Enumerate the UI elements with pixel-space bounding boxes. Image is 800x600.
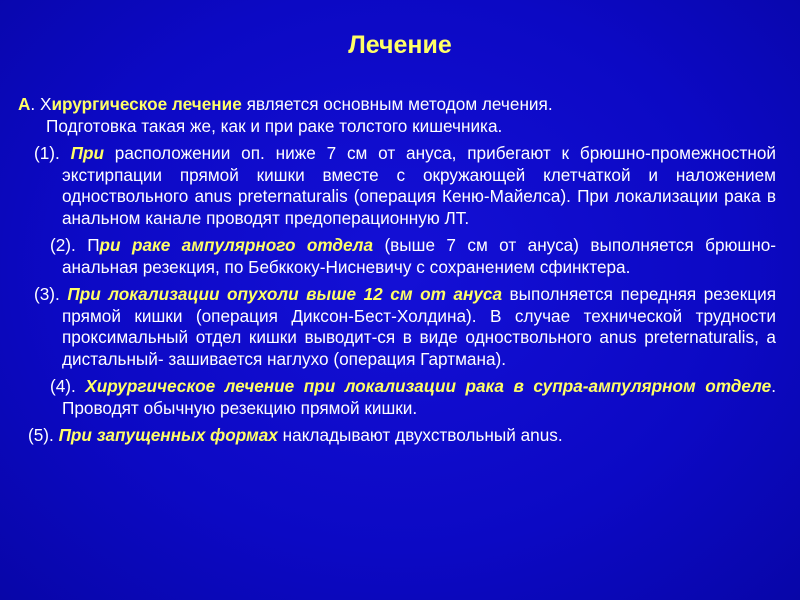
item-4-text: . Проводят обычную резекцию прямой кишки. [62, 376, 776, 418]
item-3-text: выполняется передняя резекция прямой кишки (операция Диксон-Бест-Холдина). В случае технической трудности проксимальный отдел кишки выводит-ся в виде одноствольного anus preternaturalis, а дистальный- зашивается наглухо (операция Гартмана). [62, 284, 776, 369]
item-number-1: (1). [34, 143, 71, 163]
item-5-text: накладывают двухствольный anus. [277, 425, 563, 445]
item-number-4: (4). [50, 376, 86, 396]
paragraph-a [18, 94, 776, 137]
paragraph-1 [34, 143, 776, 229]
item-4-emphasis: Хирургическое лечение при локализации рака в супра-ампулярном отделе [85, 376, 772, 396]
item-2-emphasis: ри раке ампулярного отдела [99, 235, 374, 255]
paragraph-3 [34, 284, 776, 370]
item-letter-dot: . [30, 94, 40, 114]
item-1-text: расположении оп. ниже 7 см от ануса, прибегают к брюшно-промежностной экстирпации прямой кишки вместе с окружающей клетчаткой и наложением одноствольного anus preternaturalis (операция Кеню-Майелса). При локализации рака в анальном канале проводят предоперационную ЛТ. [62, 143, 777, 228]
item-5-emphasis: При запущенных формах [58, 425, 278, 445]
lead-phrase: ирургическое лечение [51, 94, 242, 114]
slide-body [18, 94, 776, 453]
item-1-emphasis: При [70, 143, 104, 163]
item-2-first-letter: П [87, 235, 100, 255]
lead-first-letter: Х [39, 94, 52, 114]
paragraph-a-text-2: Подготовка такая же, как и при раке толстого кишечника. [46, 115, 503, 136]
paragraph-5 [28, 425, 776, 447]
item-3-emphasis: При локализации опухоли выше 12 см от ануса [67, 284, 503, 304]
item-letter-a: А [18, 94, 31, 114]
slide-title: Лечение [348, 31, 452, 59]
paragraph-2 [34, 235, 776, 278]
paragraph-a-text-1: является основным методом лечения. [241, 94, 553, 114]
item-2-text: (выше 7 см от ануса) выполняется брюшно- анальная резекция, по Бебккоку-Нисневичу с сохранением сфинктера. [62, 235, 776, 277]
item-number-5: (5). [28, 425, 59, 445]
item-number-2: (2). [50, 235, 88, 255]
paragraph-4 [34, 376, 776, 419]
item-number-3: (3). [34, 284, 68, 304]
